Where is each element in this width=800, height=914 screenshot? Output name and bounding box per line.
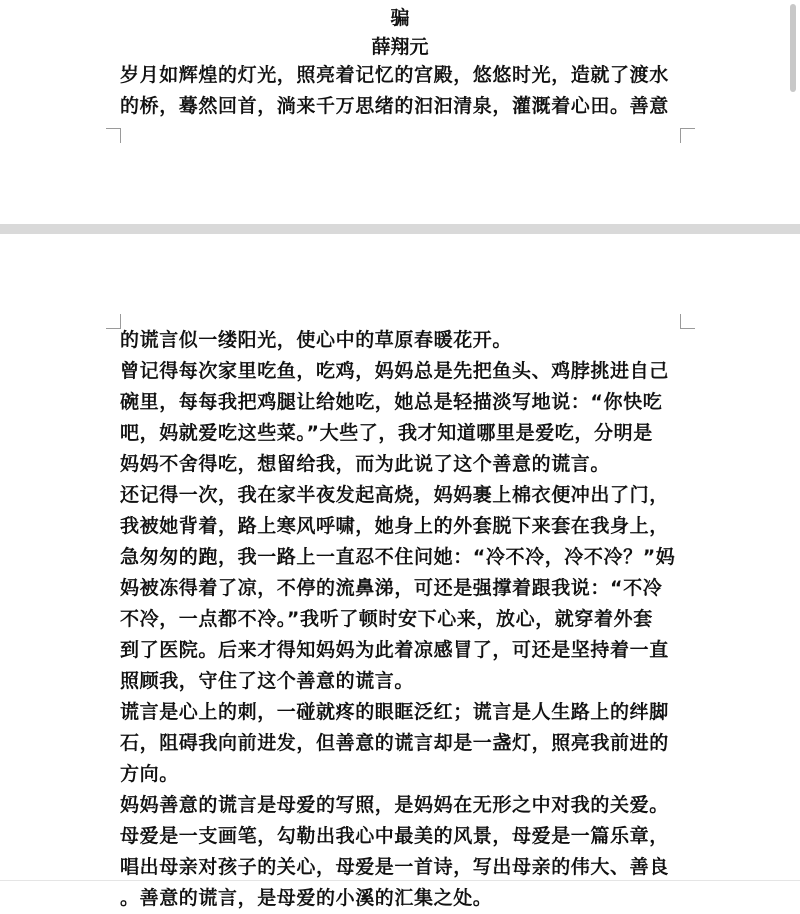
body-line: 的谎言似一缕阳光，使心中的草原春暖花开。 [120,329,513,351]
body-line: 石，阻碍我向前进发，但善意的谎言却是一盏灯，照亮我前进的 [120,732,669,754]
body-line: 曾记得每次家里吃鱼，吃鸡，妈妈总是先把鱼头、鸡脖挑进自己 [120,360,669,382]
document-page-1 [0,0,800,224]
bottom-divider [0,880,800,881]
body-line: 唱出母亲对孩子的关心，母爱是一首诗，写出母亲的伟大、善良 [120,856,669,878]
page-1-body [120,60,680,122]
body-line: 到了医院。后来才得知妈妈为此着凉感冒了，可还是坚持着一直 [120,639,669,661]
margin-mark-bottom-left [106,128,121,143]
body-line: 妈妈善意的谎言是母爱的写照，是妈妈在无形之中对我的关爱。 [120,794,669,816]
body-line: 方向。 [120,763,179,785]
body-line: 。善意的谎言，是母爱的小溪的汇集之处。 [120,887,493,909]
margin-mark-top-left [106,314,121,329]
margin-mark-top-right [680,314,695,329]
body-line: 不冷，一点都不冷。”我听了顿时安下心来，放心，就穿着外套 [120,608,653,630]
body-line: 碗里，每每我把鸡腿让给她吃，她总是轻描淡写地说：“你快吃 [120,391,663,413]
body-line: 我被她背着，路上寒风呼啸，她身上的外套脱下来套在我身上， [120,515,669,537]
body-line: 的桥，蓦然回首，淌来千万思绪的汩汩清泉，灌溉着心田。善意 [120,95,669,117]
page-2-body [120,325,680,914]
body-line: 还记得一次，我在家半夜发起高烧，妈妈裹上棉衣便冲出了门， [120,484,669,506]
body-line: 吧，妈就爱吃这些菜。”大些了，我才知道哪里是爱吃，分明是 [120,422,653,444]
body-line: 急匆匆的跑，我一路上一直忍不住问她：“冷不冷，冷不冷？”妈 [120,546,676,568]
body-line: 妈被冻得着了凉，不停的流鼻涕，可还是强撑着跟我说：“不冷 [120,577,663,599]
body-line: 母爱是一支画笔，勾勒出我心中最美的风景，母爱是一篇乐章， [120,825,669,847]
page-break [0,224,800,234]
document-page-2 [0,234,800,909]
body-line: 照顾我，守住了这个善意的谎言。 [120,670,415,692]
body-line: 岁月如辉煌的灯光，照亮着记忆的宫殿，悠悠时光，造就了渡水 [120,64,669,86]
document-title: 骗 [390,7,410,29]
margin-mark-bottom-right [680,128,695,143]
body-line: 谎言是心上的刺，一碰就疼的眼眶泛红；谎言是人生路上的绊脚 [120,701,669,723]
vertical-scrollbar[interactable] [790,4,796,92]
body-line: 妈妈不舍得吃，想留给我，而为此说了这个善意的谎言。 [120,453,611,475]
document-author: 薛翔元 [371,36,429,58]
